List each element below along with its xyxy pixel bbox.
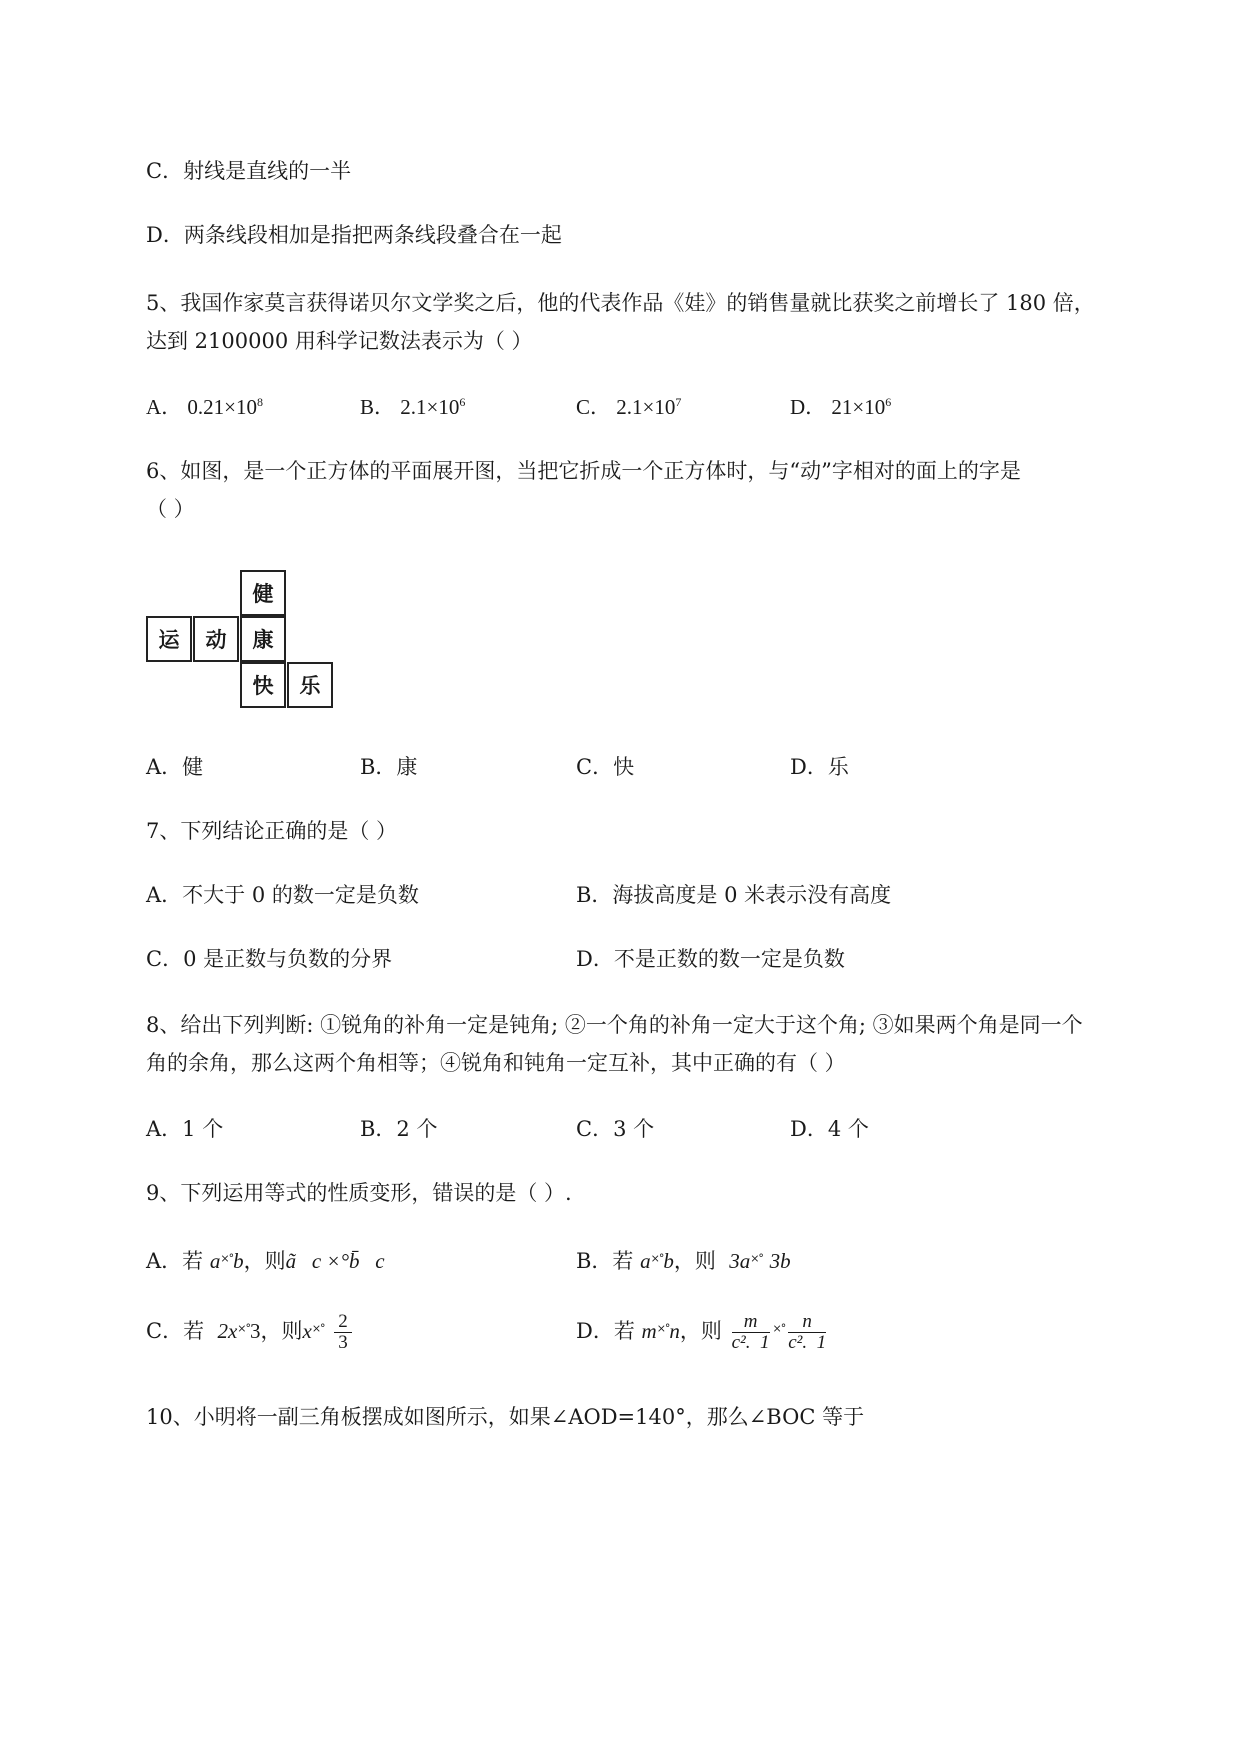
q10-stem: 10、小明将一副三角板摆成如图所示，如果∠AOD=140°，那么∠BOC 等于 (146, 1405, 865, 1429)
net-face-center: 康 (240, 616, 286, 662)
q9-option-b: B．若 a×°b，则 3a×° 3b (576, 1249, 791, 1273)
q5-stem-line2: 达到 2100000 用科学记数法表示为（ ） (146, 329, 533, 353)
q9-option-c: C．若 2x×°3，则x×° $\frac{2}{3}$ (146, 1312, 355, 1353)
q6-option-c: C．快 (576, 755, 635, 779)
q6-stem-line1: 6、如图，是一个正方体的平面展开图，当把它折成一个正方体时，与“动”字相对的面上的字是 (146, 459, 1021, 483)
q9-option-d: D．若 m×°n，则 $\frac{m}{\text{c². 1}}$ ×° $\frac{n}{\text{c². 1}}$ (576, 1311, 827, 1353)
q5-option-a: A． $0.21\times 10^8$ (146, 395, 264, 419)
fraction-two-thirds: $\frac{2}{3}$ (334, 1312, 352, 1353)
q6-option-b: B．康 (360, 755, 418, 779)
q8-option-d: D．4 个 (790, 1117, 869, 1141)
q8-option-a: A．1 个 (146, 1117, 224, 1141)
q4-option-d: D．两条线段相加是指把两条线段叠合在一起 (146, 223, 562, 247)
q7-option-d: D．不是正数的数一定是负数 (576, 947, 845, 971)
q5-option-d: D． $21\times 10^6$ (790, 395, 892, 419)
q5-stem-line1: 5、我国作家莫言获得诺贝尔文学奖之后，他的代表作品《娃》的销售量就比获奖之前增长了 180 倍， (146, 291, 1095, 315)
q9-stem: 9、下列运用等式的性质变形，错误的是（ ）. (146, 1181, 572, 1205)
q8-option-b: B．2 个 (360, 1117, 438, 1141)
net-face-left1: 动 (193, 616, 239, 662)
fraction-m-over-c2-1: $\frac{m}{\text{c². 1}}$ (731, 1311, 770, 1353)
fraction-n-over-c2-1: $\frac{n}{\text{c². 1}}$ (788, 1311, 827, 1353)
q6-stem-line2: （ ） (146, 497, 195, 521)
q7-stem: 7、下列结论正确的是（ ） (146, 819, 398, 843)
net-face-bottom-right: 乐 (287, 662, 333, 708)
q7-option-c: C．0 是正数与负数的分界 (146, 947, 393, 971)
q6-option-d: D．乐 (790, 755, 849, 779)
q8-stem-line2: 角的余角，那么这两个角相等；④锐角和钝角一定互补，其中正确的有（ ） (146, 1051, 846, 1075)
q9-option-a: A．若 a×°b，则ã c ×°b̄ c (146, 1249, 385, 1273)
q6-option-a: A．健 (146, 755, 204, 779)
q7-option-a: A．不大于 0 的数一定是负数 (146, 883, 419, 907)
q5-option-b: B． $2.1\times 10^6$ (360, 395, 466, 419)
q7-option-b: B．海拔高度是 0 米表示没有高度 (576, 883, 892, 907)
q4-option-c: C．射线是直线的一半 (146, 159, 352, 183)
q5-option-c: C． $2.1\times 10^7$ (576, 395, 682, 419)
q8-stem-line1: 8、给出下列判断: ①锐角的补角一定是钝角; ②一个角的补角一定大于这个角; ③如果两个角是同一个 (146, 1013, 1083, 1037)
q8-option-c: C．3 个 (576, 1117, 655, 1141)
cube-net-figure (146, 570, 336, 710)
net-face-bottom: 快 (240, 662, 286, 708)
net-face-left2: 运 (146, 616, 192, 662)
net-face-top: 健 (240, 570, 286, 616)
